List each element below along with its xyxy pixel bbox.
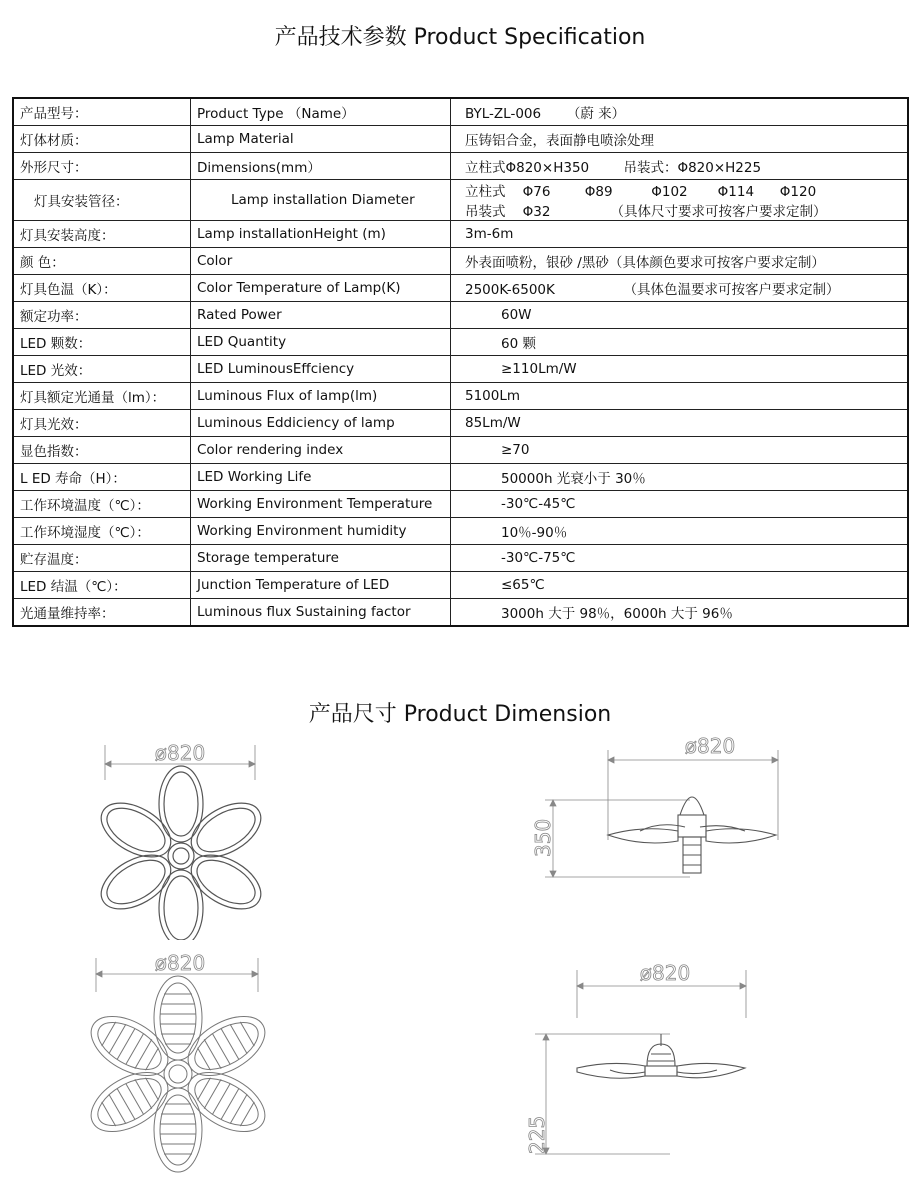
spec-label-cn: LED 颗数： [13,329,191,356]
spec-row [13,98,908,126]
spec-label-cn: 工作环境温度（℃）： [13,491,191,518]
spec-value: 外表面喷粉，银砂 /黑砂（具体颜色要求可按客户要求定制） [451,248,909,275]
spec-label-cn: 灯体材质： [13,126,191,153]
spec-row [13,410,908,437]
spec-value: 50000h 光衰小于 30％ [451,464,909,491]
spec-value: 85Lm/W [451,410,909,437]
spec-row [13,518,908,545]
spec-label-cn: 外形尺寸： [13,153,191,180]
spec-row [13,464,908,491]
spec-label-en: Dimensions(mm） [191,153,451,180]
spec-row [13,572,908,599]
spec-value-line: 立柱式 Φ76 Φ89 Φ102 Φ114 Φ120 [465,184,817,200]
spec-label-en: Color Temperature of Lamp(K) [191,275,451,302]
spec-label-en: Lamp installation Diameter [191,180,451,221]
spec-row [13,248,908,275]
spec-value: ≤65℃ [451,572,909,599]
spec-row [13,275,908,302]
top-view-dim-label: ø820 [154,741,206,765]
side-view-hanging-drawing [520,958,790,1163]
spec-label-cn: 贮存温度： [13,545,191,572]
spec-label-en: LED LuminousEffciency [191,356,451,383]
spec-value: 60 颗 [451,329,909,356]
spec-value: 60W [451,302,909,329]
top-view-drawing [95,740,270,940]
spec-label-cn: LED 光效： [13,356,191,383]
spec-label-cn: 光通量维持率： [13,599,191,627]
spec-value: 立柱式Φ820×H350 吊装式：Φ820×H225 [451,153,909,180]
spec-label-cn: 颜 色： [13,248,191,275]
spec-label-en: Color [191,248,451,275]
spec-row [13,356,908,383]
spec-row [13,437,908,464]
spec-label-cn: 灯具安装高度： [13,221,191,248]
spec-title: 产品技术参数 Product Specification [274,25,646,50]
spec-row [13,329,908,356]
spec-label-cn: 灯具色温（K）： [13,275,191,302]
spec-value: 3000h 大于 98％，6000h 大于 96％ [451,599,909,627]
spec-row [13,491,908,518]
spec-row [13,153,908,180]
spec-label-cn: 工作环境湿度（℃）： [13,518,191,545]
dimension-title: 产品尺寸 Product Dimension [308,702,612,727]
bottom-view-dim-label: ø820 [154,952,206,975]
spec-row [13,221,908,248]
spec-label-cn: L ED 寿命（H）： [13,464,191,491]
side-view-hanging-height-label: 225 [525,1115,549,1154]
spec-value-line: 吊装式 Φ32 （具体尺寸要求可按客户要求定制） [465,204,827,220]
spec-label-en: Working Environment Temperature [191,491,451,518]
spec-value: ≥70 [451,437,909,464]
spec-value [451,180,909,221]
side-view-pole-dim-label: ø820 [684,735,736,758]
spec-label-en: LED Working Life [191,464,451,491]
spec-label-en: Junction Temperature of LED [191,572,451,599]
spec-value: 3m-6m [451,221,909,248]
spec-label-cn: 灯具光效： [13,410,191,437]
spec-row [13,302,908,329]
spec-label-en: Product Type （Name） [191,98,451,126]
spec-label-cn: 显色指数： [13,437,191,464]
spec-label-en: Lamp Material [191,126,451,153]
spec-value: ≥110Lm/W [451,356,909,383]
spec-label-en: LED Quantity [191,329,451,356]
spec-label-cn: LED 结温（℃）： [13,572,191,599]
spec-value: -30℃-45℃ [451,491,909,518]
spec-value: -30℃-75℃ [451,545,909,572]
spec-label-en: Storage temperature [191,545,451,572]
spec-row [13,126,908,153]
spec-row [13,180,908,221]
spec-label-en: Rated Power [191,302,451,329]
spec-label-cn: 产品型号： [13,98,191,126]
spec-value: 2500K-6500K （具体色温要求可按客户要求定制） [451,275,909,302]
side-view-pole-drawing [520,735,790,895]
spec-label-cn: 灯具额定光通量（lm）： [13,383,191,410]
side-view-pole-height-label: 350 [531,818,555,857]
spec-row [13,383,908,410]
side-view-hanging-dim-label: ø820 [639,961,691,985]
spec-value: 5100Lm [451,383,909,410]
spec-label-en: Luminous flux Sustaining factor [191,599,451,627]
spec-label-cn: 灯具安装管径： [13,180,191,221]
spec-row [13,545,908,572]
spec-label-en: Color rendering index [191,437,451,464]
spec-value: 压铸铝合金，表面静电喷涂处理 [451,126,909,153]
spec-label-en: Lamp installationHeight (m) [191,221,451,248]
spec-label-en: Luminous Flux of lamp(lm) [191,383,451,410]
spec-value: 10％-90％ [451,518,909,545]
spec-label-en: Working Environment humidity [191,518,451,545]
spec-value: BYL-ZL-006 （蔚 来） [451,98,909,126]
spec-row [13,599,908,627]
bottom-view-drawing [88,952,273,1177]
spec-table [12,97,909,627]
spec-label-en: Luminous Eddiciency of lamp [191,410,451,437]
spec-label-cn: 额定功率： [13,302,191,329]
